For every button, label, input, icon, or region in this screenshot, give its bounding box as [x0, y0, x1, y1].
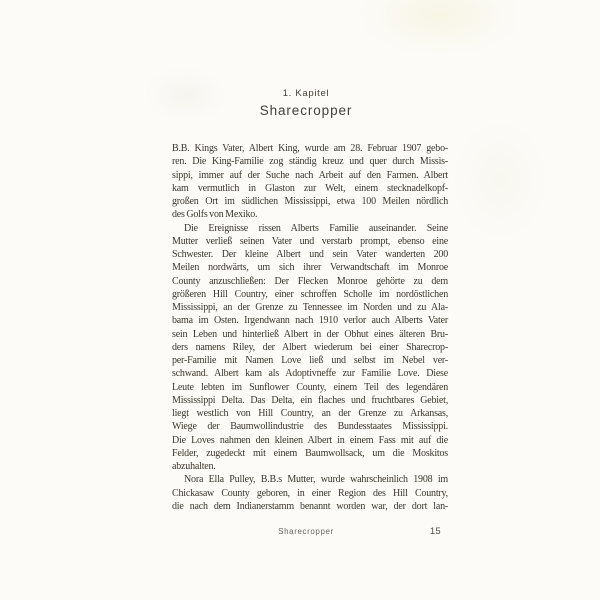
- text-line: größeren Hill Country, einer schroffen Scholle im nordöstlichen: [172, 288, 448, 300]
- chapter-number: 1. Kapitel: [282, 88, 330, 99]
- chapter-title: Sharecropper: [259, 103, 353, 118]
- text-line: die nach dem Indianerstamm benannt worden war, der dort lan-: [172, 500, 448, 512]
- text-line: per-Familie mit Namen Love ließ und selbst im Nebel ver-: [172, 355, 448, 366]
- text-line: ren. Die King-Familie zog ständig kreuz und quer durch Missis-: [172, 156, 448, 168]
- body-text: [172, 142, 448, 513]
- text-line: sein Leben und hinterließ Albert in der Obhut eines älteren Bru-: [172, 328, 448, 340]
- text-line: großen Ort im südlichen Mississippi, etwa 100 Meilen nördlich: [172, 196, 448, 207]
- text-line: Felder, zugedeckt mit einem Baumwollsack, um die Moskitos: [172, 447, 448, 459]
- text-line: des Golfs von Mexiko.: [172, 209, 258, 221]
- text-line: schwand. Albert kam als Adoptivneffe zur Familie Love. Diese: [172, 368, 448, 380]
- text-line: Chickasaw County geboren, in einer Region des Hill Country,: [172, 487, 448, 499]
- text-line: Mississippi, an der Grenze zu Tennessee im Norden und zu Ala-: [172, 302, 448, 313]
- text-line: County anzuschließen: Der Flecken Monroe gehörte zu dem: [172, 275, 448, 287]
- text-line: Mutter verließ seinen Vater und verstarb prompt, ebenso eine: [172, 235, 448, 247]
- text-line: Wiege der Baumwollindustrie des Bundesstaates Mississippi.: [172, 421, 448, 433]
- text-line: B.B. Kings Vater, Albert King, wurde am 28. Februar 1907 gebo-: [172, 143, 448, 154]
- text-line: Schwester. Der kleine Albert und sein Vater wanderten 200: [172, 249, 448, 260]
- page-number: 15: [429, 526, 441, 537]
- text-line: Meilen nordwärts, um sich ihrer Verwandtschaft im Monroe: [172, 262, 448, 274]
- footer-running-title: Sharecropper: [278, 527, 334, 536]
- text-line: sippi, immer auf der Suche nach Arbeit auf den Farmen. Albert: [172, 169, 448, 181]
- text-line: liegt westlich von Hill Country, an der Grenze zu Arkansas,: [172, 408, 448, 419]
- text-line: Nora Ella Pulley, B.B.s Mutter, wurde wahrscheinlich 1908 im: [184, 474, 448, 486]
- text-line: Mississippi Delta. Das Delta, ein flaches und fruchtbares Gebiet,: [172, 394, 448, 406]
- text-line: abzuhalten.: [172, 461, 216, 472]
- text-line: Leute lebten im Sunflower County, einem Teil des legendären: [172, 381, 448, 393]
- text-line: Die Ereignisse rissen Alberts Familie auseinander. Seine: [184, 222, 448, 234]
- text-line: ders namens Riley, der Albert wiederum bei einer Sharecrop-: [172, 341, 448, 353]
- text-line: Die Loves nahmen den kleinen Albert in einem Fass mit auf die: [172, 434, 448, 446]
- text-line: kam vermutlich in Glaston zur Welt, einem stecknadelkopf-: [172, 182, 448, 194]
- text-line: bama im Osten. Irgendwann nach 1910 verlor auch Alberts Vater: [172, 315, 448, 327]
